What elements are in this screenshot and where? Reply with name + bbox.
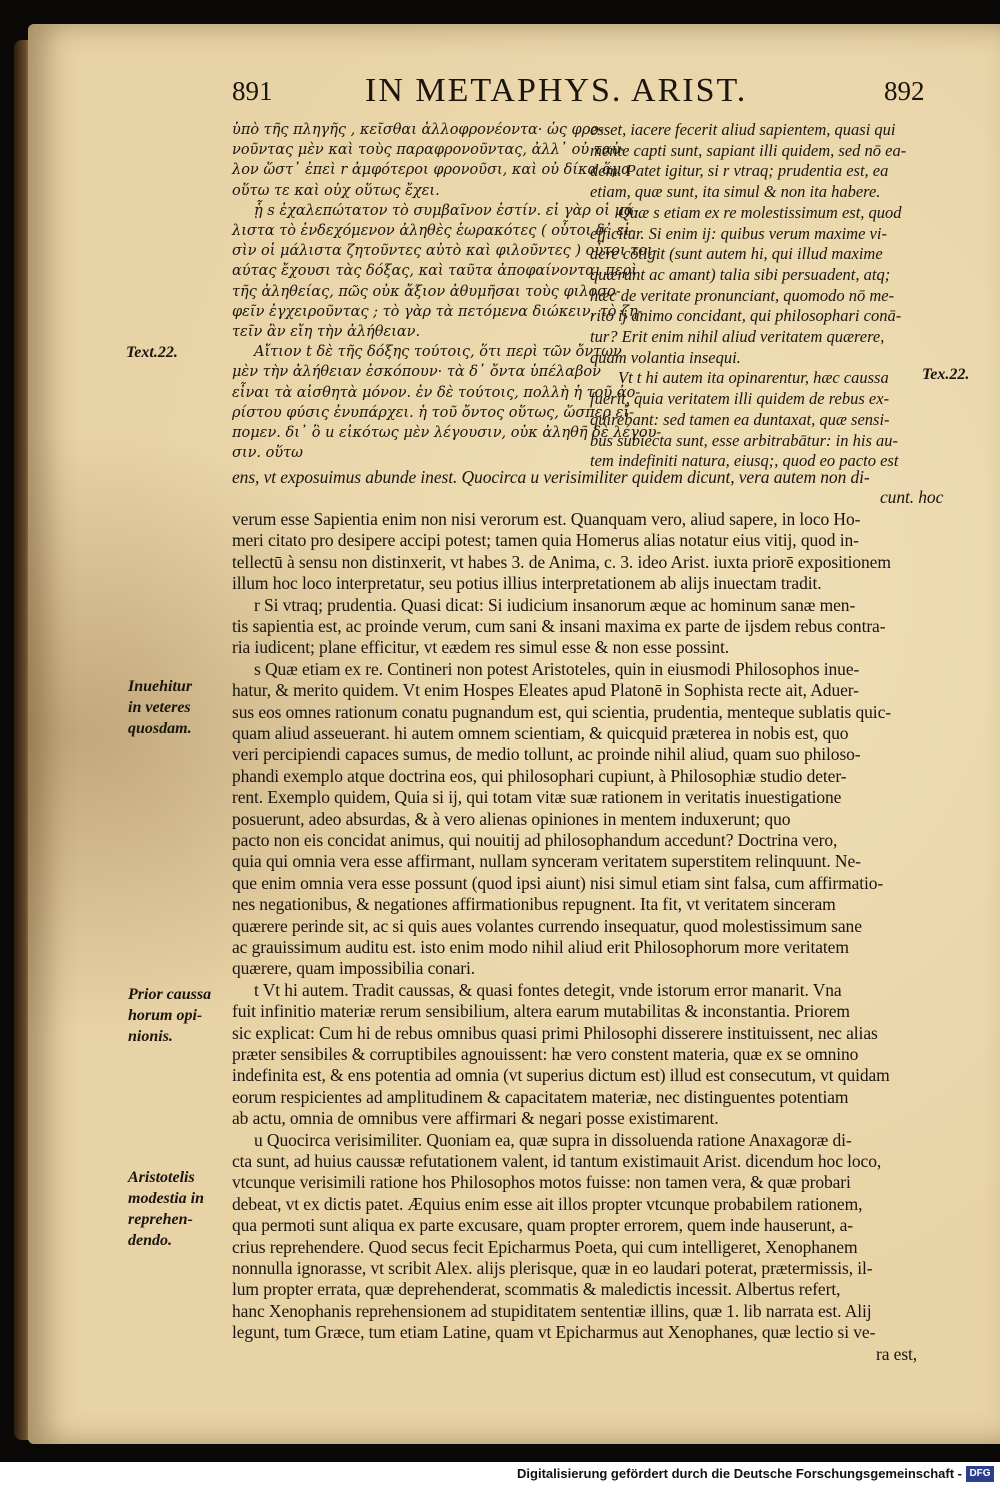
text-line: cunt. hoc <box>880 487 944 507</box>
text-line: præter sensibiles & corruptibiles agnouissent: hæ vero constent materia, quæ ex se omnino <box>232 1044 859 1064</box>
text-line: phandi exemplo atque doctrina eos, qui philosophari cupiunt, à Philosophiæ studio deter- <box>232 765 847 786</box>
text-line: etiam, quæ sunt, ita simul & non ita habere. <box>590 182 881 202</box>
text-line: pacto non eis concidat animus, qui nouitij ad philosophandum accedunt? Doctrina vero, <box>232 830 838 850</box>
text-line: πομεν. δι᾽ ὃ u εἰκότως μὲν λέγουσιν, οὐκ ἀληθῆ δὲ λέγου- <box>232 425 662 441</box>
text-line: Quæ s etiam ex re molestissimum est, quod <box>618 202 902 222</box>
text-line: quirebant: sed tamen ea duntaxat, quæ sensi- <box>590 409 890 429</box>
text-line: ρίστου φύσις ἐνυπάρχει. ἡ τοῦ ὄντος οὕτως, ὥσπερ εἴ- <box>232 404 635 421</box>
text-line: indefinita est, & ens potentia ad omnia (vt superius dictum est) illud est consecutum, vt quidam <box>232 1065 890 1086</box>
text-line: dem. Patet igitur, si r vtraq; prudentia est, ea <box>590 161 889 181</box>
text-line: σὶν οἱ μάλιστα ζητοῦντες αὐτὸ καὶ φιλοῦντες ) οὗτοι τοι- <box>232 243 658 260</box>
text-line: cta sunt, ad huius caussæ refutationem valent, id tantum existimauit Arist. dicendum hoc loco, <box>232 1151 882 1171</box>
text-line: hanc Xenophanis reprehensionem ad stupiditatem sententiæ illins, quæ 1. lib narrata est. Alij <box>232 1300 872 1321</box>
text-line: λον ὥστ᾽ ἐπεὶ r ἀμφότεροι φρονοῦσι, καὶ οὐ δίκα ἅμα <box>232 162 631 179</box>
text-line: tem indefiniti natura, eiusq;, quod eo pacto est <box>590 451 899 471</box>
text-line: meri citato pro desipere accipi potest; tamen quia Homerus alias notatur eius vitij, quod in- <box>232 530 859 551</box>
text-line: t Vt hi autem. Tradit caussas, & quasi fontes detegit, vnde istorum error manarit. Vna <box>254 979 842 1000</box>
text-line: crius reprehendere. Quod secus fecit Epicharmus Poeta, qui cum intelligeret, Xenophanem <box>232 1236 858 1257</box>
text-line: mente capti sunt, sapiant illi quidem, sed nō ea- <box>590 140 907 160</box>
digitization-footer <box>0 1462 1000 1487</box>
text-line: hatur, & merito quidem. Vt enim Hospes Eleates apud Platonē in Sophista recte ait, Aduer- <box>232 680 859 701</box>
text-line: s Quæ etiam ex re. Contineri non potest Aristoteles, quin in eiusmodi Philosophos inue- <box>254 658 860 679</box>
page-number-left: 891 <box>232 76 273 106</box>
text-line: nes negationibus, & negationes affirmationibus repugnent. Ita fit, vt veritatem sinceram <box>232 894 836 915</box>
text-line: sus eos omnes rationum conatu pugnandum est, qui scientia, prudentia, menteque sublatis quic- <box>232 701 891 722</box>
dfg-logo: DFG <box>966 1466 994 1482</box>
text-line: quam aliud asseuerant. hi autem omnem scientiam, & quicquid præterea in nobis est, quo <box>232 723 849 743</box>
text-line: nonnulla ignorasse, vt scribit Alex. alijs plerisque, quæ in eo laudari poterat, prætermissis, il- <box>232 1258 873 1278</box>
margin-note-line: dendo. <box>128 1232 172 1249</box>
text-line: ria iudicent; plane efficitur, vt eædem res simul esse & non esse possint. <box>232 637 730 658</box>
margin-note-line: quosdam. <box>128 720 192 737</box>
text-line: Αἴτιον t δὲ τῆς δόξης τούτοις, ὅτι περὶ τῶν ὄντων <box>254 344 622 361</box>
text-line: ra est, <box>876 1343 918 1364</box>
text-line: legunt, tum Græce, tum etiam Latine, quam vt Epicharmus aut Xenophanes, quæ lectio si ve- <box>232 1322 876 1343</box>
text-line: οὕτω τε καὶ οὐχ οὕτως ἔχει. <box>232 182 440 199</box>
text-line: dere cōtigit (sunt autem hi, qui illud maxime <box>590 244 883 264</box>
margin-text-label-right: Tex.22. <box>922 366 970 383</box>
text-line: ὑπὸ τῆς πληγῆς , κεῖσθαι ἀλλοφρονέοντα· ὡς φρο- <box>232 122 604 138</box>
text-line: qua permoti sunt aliqua ex parte excusare, quam propter errorem, quem inde hauserunt, a- <box>232 1215 853 1236</box>
text-line: esset, iacere fecerit aliud sapientem, quasi qui <box>590 120 896 139</box>
text-line: illum hoc loco interpretatur, seu potius illius interpretationem ab alijs inuectam tradit. <box>232 573 822 594</box>
footer-credit: Digitalisierung gefördert durch die Deutsche Forschungsgemeinschaft - <box>517 1466 962 1481</box>
text-line: ᾗ s ἐχαλεπώτατον τὸ συμβαῖνον ἐστίν. εἰ γὰρ οἱ μά- <box>254 202 639 219</box>
text-line: eorum respicientes ad amplitudinem & capacitatem materiæ, nec distinguentes potentiam <box>232 1086 849 1107</box>
text-line: lum propter errata, quæ deprehenderat, scommatis & maledictis incessit. Albertus refert, <box>232 1279 841 1300</box>
margin-note-line: Aristotelis <box>128 1169 195 1186</box>
margin-note-prior-caussa <box>128 984 211 1047</box>
text-line: ens, vt exposuimus abunde inest. Quocirca u verisimiliter quidem dicunt, vera autem non di- <box>232 467 870 487</box>
page-number-right: 892 <box>884 76 925 106</box>
text-line: quærunt ac amant) talia sibi persuadent, atq; <box>590 264 891 284</box>
text-line: νοῦντας μὲν καὶ τοὺς παραφρονοῦντας, ἀλλ᾽ οὐ ταὐ- <box>232 142 626 159</box>
text-line: efficitur. Si enim ij: quibus verum maxime vi- <box>590 223 887 243</box>
text-line: tellectū à sensu non distinxerit, vt habes 3. de Anima, c. 3. ideo Arist. iuxta priorē expositionem <box>232 551 891 572</box>
text-line: r Si vtraq; prudentia. Quasi dicat: Si iudicium insanorum æque ac hominum sanæ men- <box>254 594 856 615</box>
text-line: φεῖν ἐγχειροῦντας ; τὸ γὰρ τὰ πετόμενα διώκειν, τὸ ζη- <box>232 303 643 320</box>
text-line: fuit infinitio materiæ rerum sensibilium, altera earum mutabilitas & inconstantia. Priorem <box>232 1001 850 1022</box>
text-line: quærere perinde sit, ac si quis aues volantes currendo insequatur, quod molestissimum sane <box>232 915 862 936</box>
margin-note-line: modestia in <box>128 1190 205 1207</box>
text-line: quam volantia insequi. <box>590 347 741 367</box>
text-line: verum esse Sapientia enim non nisi verorum est. Quanquam vero, aliud sapere, in loco Ho- <box>232 509 861 529</box>
text-line: quia qui omnia vera esse affirmant, nullam synceram veritatem superstitem relinquunt. Ne- <box>232 851 861 872</box>
text-line: τεῖν ἂν εἴη τὴν ἀλήθειαν. <box>232 324 421 340</box>
text-line: ac grauissimum auditu est. isto enim modo nihil aliud erit Philosophorum more veritatem <box>232 937 849 957</box>
text-line: Vt t hi autem ita opinarentur, hæc caussa <box>618 368 889 388</box>
text-line: tur? Erit enim nihil aliud veritatem quærere, <box>590 327 885 346</box>
margin-note-line: reprehen- <box>128 1211 193 1228</box>
text-line: veri percipiendi capaces sumus, de medio tollunt, ac proinde nihil aliud, quam suo philoso- <box>232 744 861 765</box>
text-line: sic explicat: Cum hi de rebus omnibus quasi primi Philosophi disserere instituissent, nec alias <box>232 1022 878 1043</box>
text-line: rent. Exemplo quidem, Quia si ij, qui totam vitæ suæ rationem in veritatis inuestigatione <box>232 787 842 808</box>
text-line: σιν. οὕτω <box>232 445 304 462</box>
text-line: debeat, vt ex dictis patet. Æquius enim esse ait illos propter vtcunque probabilem rationem, <box>232 1193 863 1214</box>
margin-note-line: horum opi- <box>128 1007 203 1024</box>
margin-note-inuehitur <box>128 676 192 739</box>
text-line: rito ij animo concidant, qui philosophari conā- <box>590 306 902 326</box>
margin-text-label-left: Text.22. <box>126 344 178 361</box>
text-line: εἶναι τὰ αἰσθητὰ μόνον. ἐν δὲ τούτοις, πολλὴ ἡ τοῦ ἀο- <box>232 384 641 401</box>
text-line: hæc de veritate pronunciant, quomodo nō me- <box>590 285 895 305</box>
text-line: fuerit, quia veritatem illi quidem de rebus ex- <box>590 389 890 409</box>
text-line: vtcunque verisimili ratione hos Philosophos motos fuisse: non tamen vera, & quæ probari <box>232 1172 851 1193</box>
margin-note-line: Inuehitur <box>128 678 193 695</box>
margin-note-line: Prior caussa <box>128 986 212 1003</box>
text-line: tis sapientia est, ac proinde verum, cum sani & insani maxima ex parte de ijsdem rebus contra- <box>232 616 886 636</box>
text-line: bus subiecta sunt, esse arbitrabātur: in his au- <box>590 430 898 450</box>
margin-note-line: nionis. <box>128 1028 173 1045</box>
text-line: quærere, quam impossibilia conari. <box>232 958 476 979</box>
text-line: τῆς ἀληθείας, πῶς οὐκ ἄξιον ἀθυμῆσαι τοὺς φιλοσο- <box>232 283 621 300</box>
text-line: posuerunt, adeo absurdas, & à vero alienas opiniones in mentem induxerunt; quo <box>232 808 791 829</box>
text-line: ab actu, omnia de omnibus vere affirmari & negari posse existimarent. <box>232 1108 719 1129</box>
text-line: u Quocirca verisimiliter. Quoniam ea, quæ supra in dissoluenda ratione Anaxagoræ di- <box>254 1129 852 1150</box>
text-line: que enim omnia vera esse possunt (quod ipsi aiunt) nisi simul etiam sint falsa, cum affirmatio- <box>232 872 884 893</box>
text-line: μὲν τὴν ἀλήθειαν ἐσκόπουν· τὰ δ᾽ ὄντα ὑπέλαβον <box>232 364 601 381</box>
margin-note-line: in veteres <box>128 699 191 716</box>
margin-note-aristotelis <box>128 1167 204 1251</box>
text-line: λιστα τὸ ἐνδεχόμενον ἀληθὲς ἑωρακότες ( οὗτοι δ᾽ εἰ- <box>232 223 635 239</box>
running-title: IN METAPHYS. ARIST. <box>365 72 748 109</box>
text-line: αύτας ἔχουσι τὰς δόξας, καὶ ταῦτα ἀποφαίνονται περὶ <box>232 263 637 280</box>
